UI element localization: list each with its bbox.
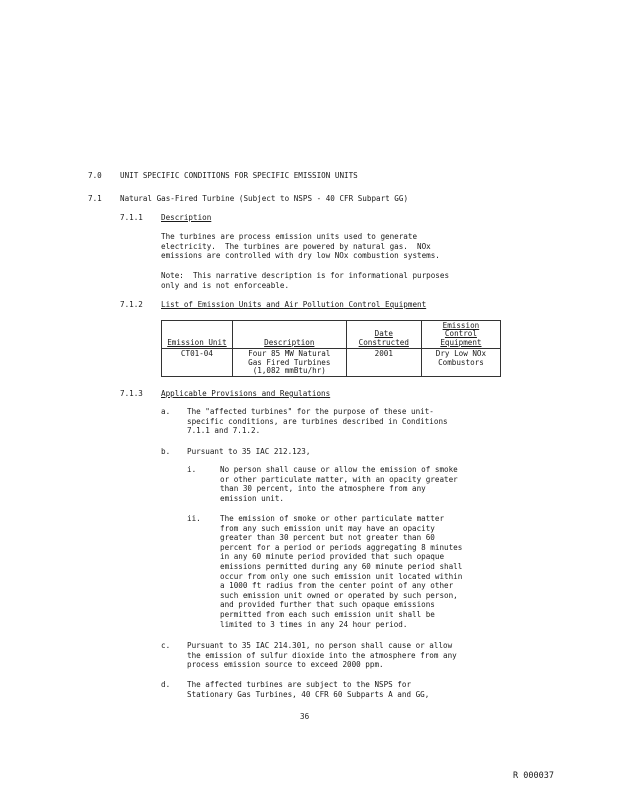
s711-note (161, 271, 449, 290)
s713-number: 7.1.3 (120, 389, 143, 398)
text-line: electricity. The turbines are powered by natural gas. NOx (161, 241, 431, 251)
text-line: The turbines are process emission units used to generate (161, 232, 418, 241)
text-line: The affected turbines are subject to the NSPS for (187, 680, 412, 689)
text-line: specific conditions, are turbines described in Conditions (187, 416, 448, 426)
text-line: a 1000 ft radius from the center point of any other (220, 581, 454, 591)
cell-description: Four 85 MW Natural Gas Fired Turbines (1,082 mmBtu/hr) (232, 349, 346, 377)
item-b-ii-text (220, 514, 462, 629)
text-line: Pursuant to 35 IAC 212.123, (187, 447, 311, 456)
s712-heading: List of Emission Units and Air Pollution Control Equipment (161, 300, 427, 309)
text-line: emission unit. (220, 493, 285, 503)
item-a-label: a. (161, 407, 171, 416)
item-a-text (187, 407, 448, 436)
text-line: No person shall cause or allow the emission of smoke (220, 465, 458, 474)
col-header-unit: Emission Unit (162, 321, 233, 349)
text-line: The "affected turbines" for the purpose of these unit- (187, 407, 434, 416)
text-line: Pursuant to 35 IAC 214.301, no person shall cause or allow (187, 641, 453, 650)
table-row (162, 349, 501, 377)
item-d-text (187, 680, 429, 699)
text-line: only and is not enforceable. (161, 280, 290, 290)
text-line: the emission of sulfur dioxide into the atmosphere from any (187, 650, 457, 660)
s712-number: 7.1.2 (120, 300, 143, 309)
section-number: 7.0 (88, 171, 102, 180)
subsection-title: Natural Gas-Fired Turbine (Subject to NSPS - 40 CFR Subpart GG) (120, 194, 409, 203)
s711-number: 7.1.1 (120, 213, 143, 222)
text-line: percent for a period or periods aggregating 8 minutes (220, 542, 463, 552)
cell-control: Dry Low NOx Combustors (421, 349, 500, 377)
col-header-date: Date Constructed (346, 321, 421, 349)
text-line: from any such emission unit may have an opacity (220, 523, 435, 533)
item-b-label: b. (161, 447, 171, 456)
text-line: Note: This narrative description is for informational purposes (161, 271, 450, 280)
text-line: Stationary Gas Turbines, 40 CFR 60 Subparts A and GG, (187, 689, 430, 699)
emission-units-table (161, 320, 501, 377)
item-b-text (187, 447, 310, 457)
item-b-ii-label: ii. (187, 514, 201, 523)
subsection-number: 7.1 (88, 194, 102, 203)
cell-unit: CT01-04 (162, 349, 233, 377)
text-line: in any 60 minute period provided that such opaque (220, 552, 445, 562)
item-c-text (187, 641, 457, 670)
table-header-row (162, 321, 501, 349)
item-b-i-label: i. (187, 465, 197, 474)
s711-heading: Description (161, 213, 212, 222)
section-title: UNIT SPECIFIC CONDITIONS FOR SPECIFIC EMISSION UNITS (120, 171, 358, 180)
text-line: than 30 percent, into the atmosphere from any (220, 484, 426, 494)
text-line: greater than 30 percent but not greater than 60 (220, 533, 435, 543)
s711-paragraph (161, 232, 440, 261)
text-line: process emission source to exceed 2000 ppm. (187, 660, 384, 670)
col-header-description: Description (232, 321, 346, 349)
text-line: permitted from each such emission unit shall be (220, 609, 435, 619)
text-line: emissions permitted during any 60 minute period shall (220, 561, 463, 571)
s713-heading: Applicable Provisions and Regulations (161, 389, 331, 398)
item-c-label: c. (161, 641, 171, 650)
col-header-control: Emission Control Equipment (421, 321, 500, 349)
text-line: such emission unit owned or operated by such person, (220, 590, 458, 600)
text-line: 7.1.1 and 7.1.2. (187, 426, 261, 436)
text-line: emissions are controlled with dry low NOx combustion systems. (161, 251, 440, 261)
text-line: limited to 3 times in any 24 hour period. (220, 619, 408, 629)
bates-number: R 000037 (513, 771, 554, 781)
text-line: The emission of smoke or other particulate matter (220, 514, 445, 523)
text-line: or other particulate matter, with an opacity greater (220, 474, 458, 484)
text-line: occur from only one such emission unit located within (220, 571, 463, 581)
cell-date: 2001 (346, 349, 421, 377)
text-line: and provided further that such opaque emissions (220, 600, 435, 610)
page-number: 36 (300, 712, 310, 721)
item-d-label: d. (161, 680, 171, 689)
item-b-i-text (220, 465, 458, 503)
